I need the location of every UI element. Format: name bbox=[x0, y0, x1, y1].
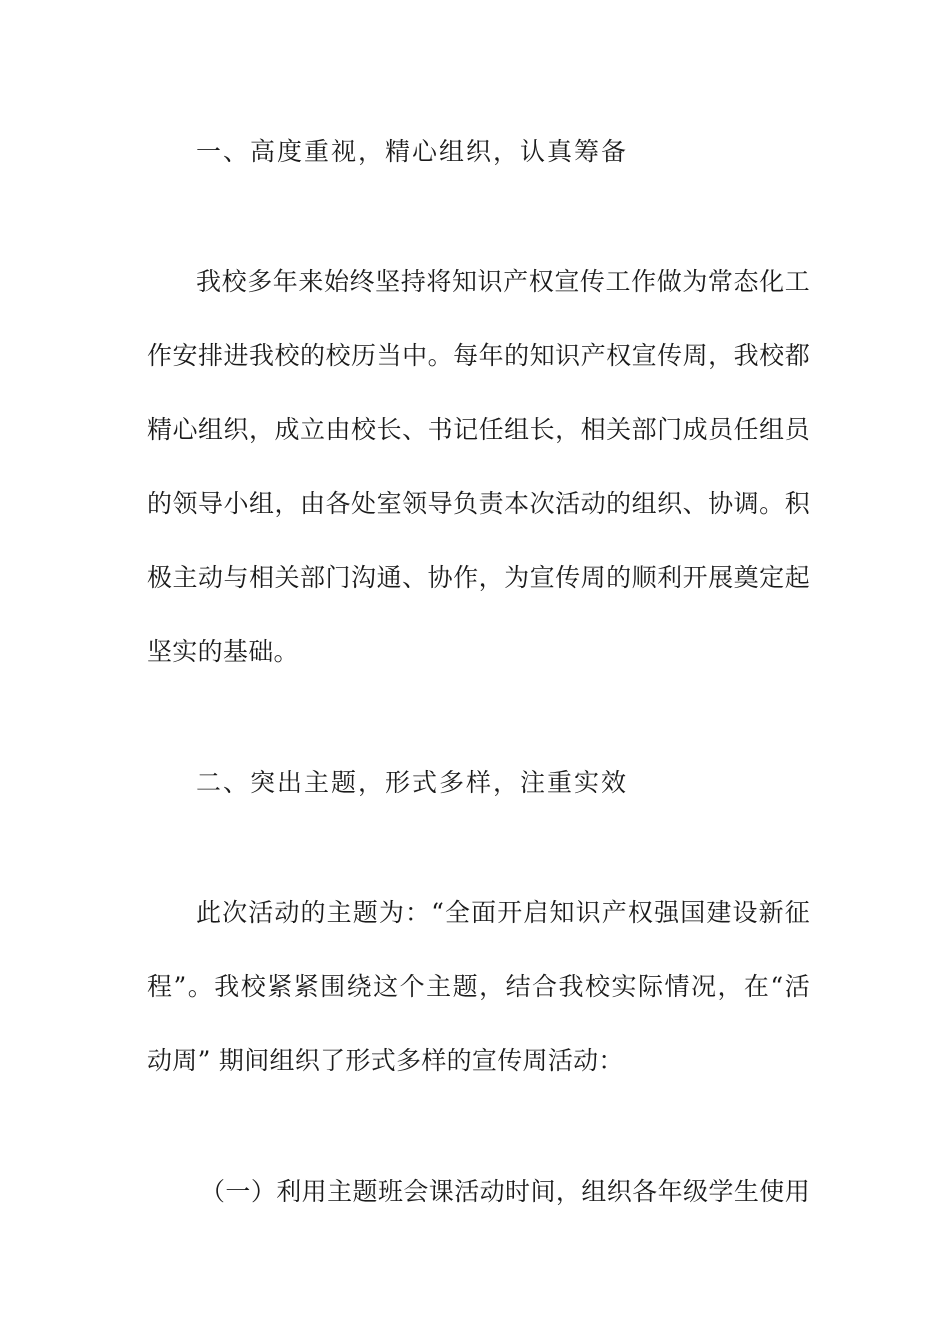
paragraph-line: 坚实的基础。 bbox=[147, 637, 299, 666]
paragraph-line: 程”。我校紧紧围绕这个主题，结合我校实际情况，在“活 bbox=[147, 972, 810, 1001]
section-heading-1: 一、高度重视，精心组织，认真筹备 bbox=[196, 137, 629, 166]
list-item-1: （一）利用主题班会课活动时间，组织各年级学生使用 bbox=[200, 1177, 810, 1206]
paragraph-line: 作安排进我校的校历当中。每年的知识产权宣传周，我校都 bbox=[147, 341, 810, 370]
paragraph-line: 动周” 期间组织了形式多样的宣传周活动： bbox=[147, 1046, 624, 1075]
paragraph-line: 此次活动的主题为：“全面开启知识产权强国建设新征 bbox=[196, 898, 810, 927]
paragraph-line: 我校多年来始终坚持将知识产权宣传工作做为常态化工 bbox=[196, 267, 810, 296]
paragraph-line: 精心组织，成立由校长、书记任组长，相关部门成员任组员 bbox=[147, 415, 810, 444]
section-heading-2: 二、突出主题，形式多样，注重实效 bbox=[196, 768, 629, 797]
paragraph-line: 的领导小组，由各处室领导负责本次活动的组织、协调。积 bbox=[147, 489, 810, 518]
paragraph-line: 极主动与相关部门沟通、协作，为宣传周的顺利开展奠定起 bbox=[147, 563, 810, 592]
